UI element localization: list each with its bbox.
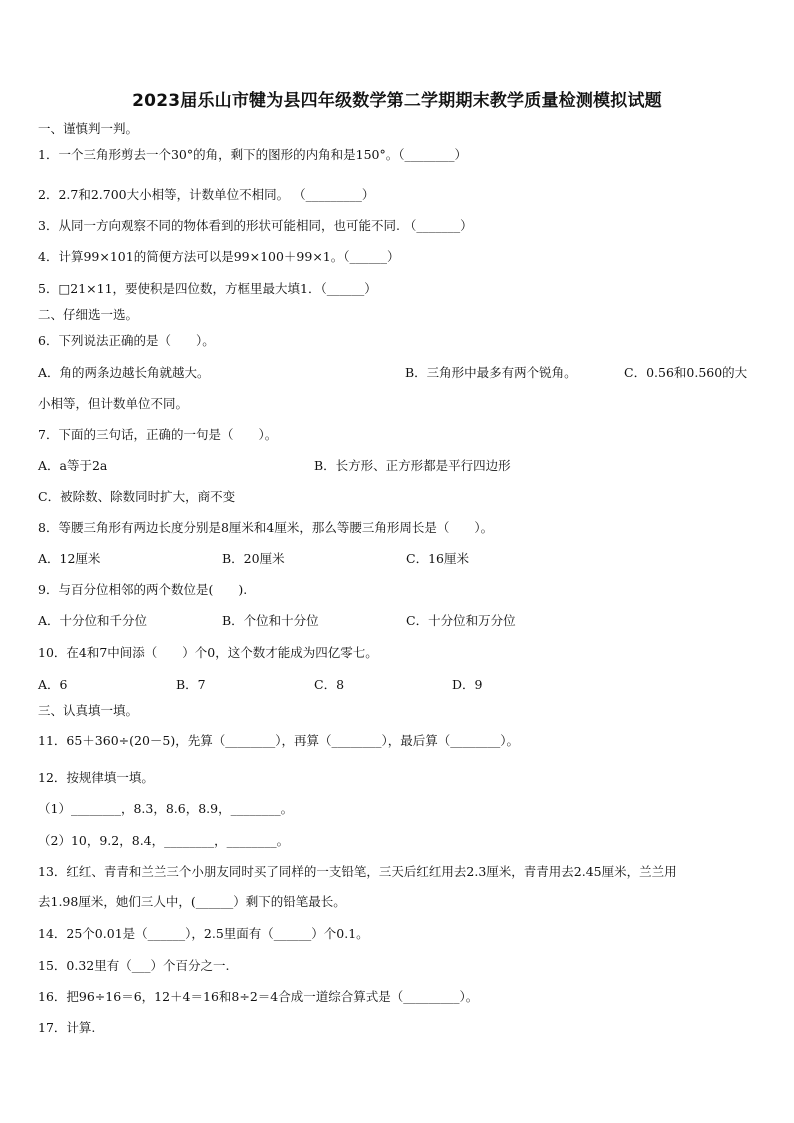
question-8-option-a: A．12厘米 xyxy=(38,551,101,566)
question-13-continued: 去1.98厘米，她们三人中，(______）剩下的铅笔最长。 xyxy=(38,894,346,909)
question-8: 8．等腰三角形有两边长度分别是8厘米和4厘米，那么等腰三角形周长是（ ）。 xyxy=(38,520,494,535)
question-6-option-b: B．三角形中最多有两个锐角。 xyxy=(405,365,577,380)
question-10-option-c: C．8 xyxy=(314,677,345,692)
question-7-option-a: A．a等于2a xyxy=(38,458,108,473)
section-heading-1: 一、谨慎判一判。 xyxy=(38,121,139,136)
question-11-expression: 65＋360÷(20－5) xyxy=(66,733,176,748)
question-9-option-b: B．个位和十分位 xyxy=(222,613,319,628)
question-11-text: ，先算（________），再算（________），最后算（________）。 xyxy=(175,733,520,748)
question-7: 7．下面的三句话，正确的一句是（ ）。 xyxy=(38,427,278,442)
page-title: 2023届乐山市犍为县四年级数学第二学期期末教学质量检测模拟试题 xyxy=(132,91,662,111)
question-16: 16．把96÷16＝6，12＋4＝16和8÷2＝4合成一道综合算式是（_________）。 xyxy=(38,989,479,1004)
question-11-number: 11． xyxy=(38,733,67,748)
question-6: 6．下列说法正确的是（ ）。 xyxy=(38,333,215,348)
question-6-option-a: A．角的两条边越长角就越大。 xyxy=(38,365,210,380)
question-12-part-1: （1）________，8.3，8.6，8.9，________。 xyxy=(38,801,294,816)
question-12: 12．按规律填一填。 xyxy=(38,770,154,785)
question-8-option-b: B．20厘米 xyxy=(222,551,285,566)
question-13: 13．红红、青青和兰兰三个小朋友同时买了同样的一支铅笔，三天后红红用去2.3厘米，青青用去2.45厘米，兰兰用 xyxy=(38,864,677,879)
question-3: 3．从同一方向观察不同的物体看到的形状可能相同，也可能不同. （_______） xyxy=(38,218,473,233)
question-8-option-c: C．16厘米 xyxy=(406,551,469,566)
question-7-option-c: C．被除数、除数同时扩大，商不变 xyxy=(38,489,236,504)
question-10-option-d: D．9 xyxy=(452,677,483,692)
question-6-option-c: C．0.56和0.560的大 xyxy=(624,365,748,380)
question-10-option-b: B．7 xyxy=(176,677,206,692)
question-17: 17．计算. xyxy=(38,1020,96,1035)
question-12-part-2: （2）10，9.2，8.4，________，________。 xyxy=(38,833,290,848)
question-10-option-a: A．6 xyxy=(38,677,68,692)
question-2: 2．2.7和2.700大小相等，计数单位不相同。 （_________） xyxy=(38,187,375,202)
question-4: 4．计算99×101的简便方法可以是99×100＋99×1。（______） xyxy=(38,249,400,264)
question-1: 1．一个三角形剪去一个30°的角，剩下的图形的内角和是150°。（________） xyxy=(38,147,467,162)
section-heading-2: 二、仔细选一选。 xyxy=(38,307,139,322)
question-14: 14．25个0.01是（______），2.5里面有（______）个0.1。 xyxy=(38,926,369,941)
question-11 xyxy=(38,733,519,749)
question-6-option-c-continued: 小相等，但计数单位不同。 xyxy=(38,396,189,411)
question-5: 5．□21×11，要使积是四位数，方框里最大填1．（______） xyxy=(38,281,377,296)
question-10: 10．在4和7中间添（ ）个0，这个数才能成为四亿零七。 xyxy=(38,645,378,660)
question-15: 15．0.32里有（___）个百分之一. xyxy=(38,958,230,973)
question-9: 9．与百分位相邻的两个数位是( ). xyxy=(38,582,248,597)
question-9-option-c: C．十分位和万分位 xyxy=(406,613,516,628)
question-9-option-a: A．十分位和千分位 xyxy=(38,613,148,628)
question-7-option-b: B．长方形、正方形都是平行四边形 xyxy=(314,458,511,473)
section-heading-3: 三、认真填一填。 xyxy=(38,703,139,718)
